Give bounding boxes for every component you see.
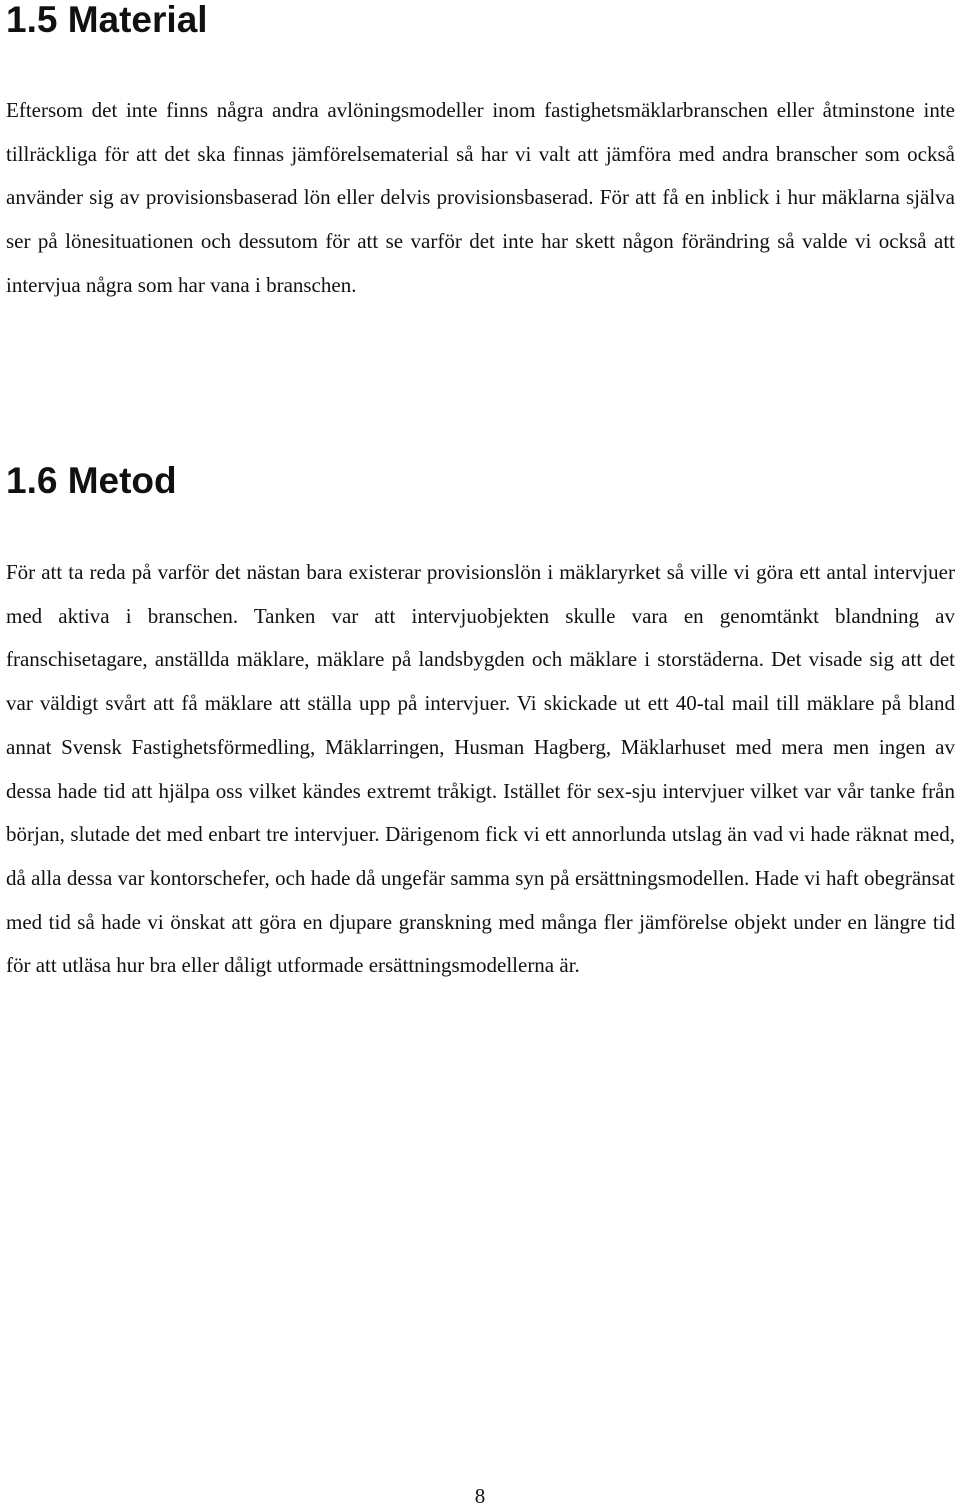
section-paragraph-material: Eftersom det inte finns några andra avlöningsmodeller inom fastighetsmäklarbranschen eller åtminstone inte tillräckliga för att det ska finnas jämförelsematerial så har vi valt att jämföra med andra branscher som också använder sig av provisionsbaserad lön eller delvis provisionsbaserad. För att få en inblick i hur mäklarna själva ser på lönesituationen och dessutom för att se varför det inte har skett någon förändring så valde vi också att intervjua några som har vana i branschen.: [6, 98, 955, 297]
section-heading-metod: 1.6 Metod: [6, 460, 177, 501]
section-heading-material: 1.5 Material: [6, 0, 208, 40]
section-paragraph-metod: För att ta reda på varför det nästan bara existerar provisionslön i mäklaryrket så ville vi göra ett antal intervjuer med aktiva i branschen. Tanken var att intervjuobjekten skulle vara en genomtänkt blandning av franschisetagare, anställda mäklare, mäklare på landsbygden och mäklare i storstäderna. Det visade sig att det var väldigt svårt att få mäklare att ställa upp på intervjuer. Vi skickade ut ett 40-tal mail till mäklare på bland annat Svensk Fastighetsförmedling, Mäklarringen, Husman Hagberg, Mäklarhuset med mera men ingen av dessa hade tid att hjälpa oss vilket kändes extremt tråkigt. Istället för sex-sju intervjuer vilket var vår tanke från början, slutade det med enbart tre intervjuer. Därigenom fick vi ett annorlunda utslag än vad vi hade räknat med, då alla dessa var kontorschefer, och hade då ungefär samma syn på ersättningsmodellen. Hade vi haft obegränsat med tid så hade vi önskat att göra en djupare granskning med många fler jämförelse objekt under en längre tid för att utläsa hur bra eller dåligt utformade ersättningsmodellerna är.: [6, 560, 955, 978]
page-number: 8: [474, 1484, 486, 1508]
